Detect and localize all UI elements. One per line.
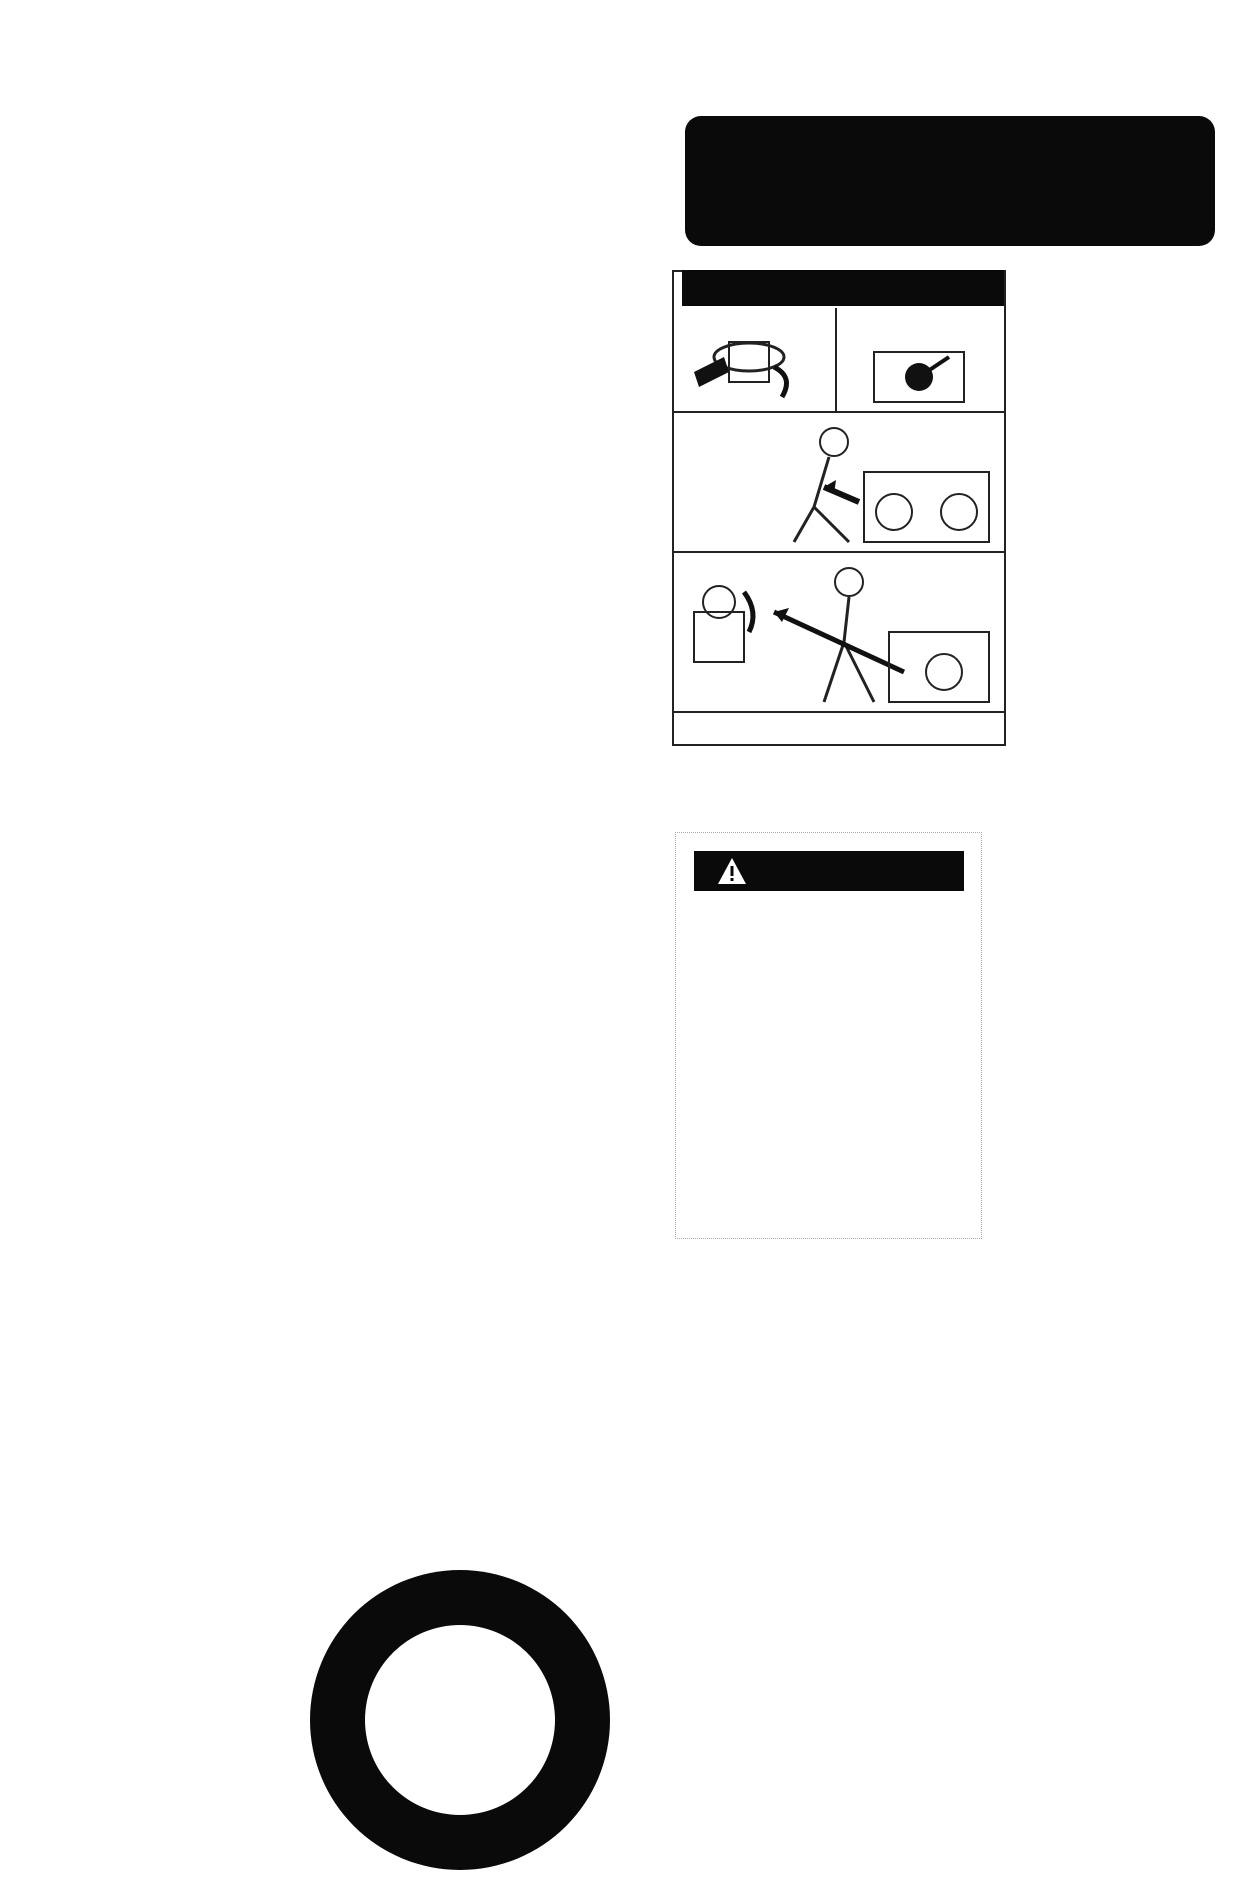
- caution-label: [675, 832, 982, 1239]
- caution-title-bar: [694, 851, 964, 891]
- how-to-start-illustrations: [674, 272, 1004, 744]
- diesel-engine-label: [685, 116, 1215, 246]
- fuel-cock-drawing: [694, 342, 787, 397]
- start-lever-drawing: [874, 352, 964, 402]
- diesel-ring-label: [290, 1555, 630, 1885]
- pull-handle-drawing: [794, 428, 989, 542]
- warning-icon: [716, 856, 748, 886]
- rope-pull-drawing: [694, 568, 989, 702]
- how-to-start-label: [672, 270, 1006, 746]
